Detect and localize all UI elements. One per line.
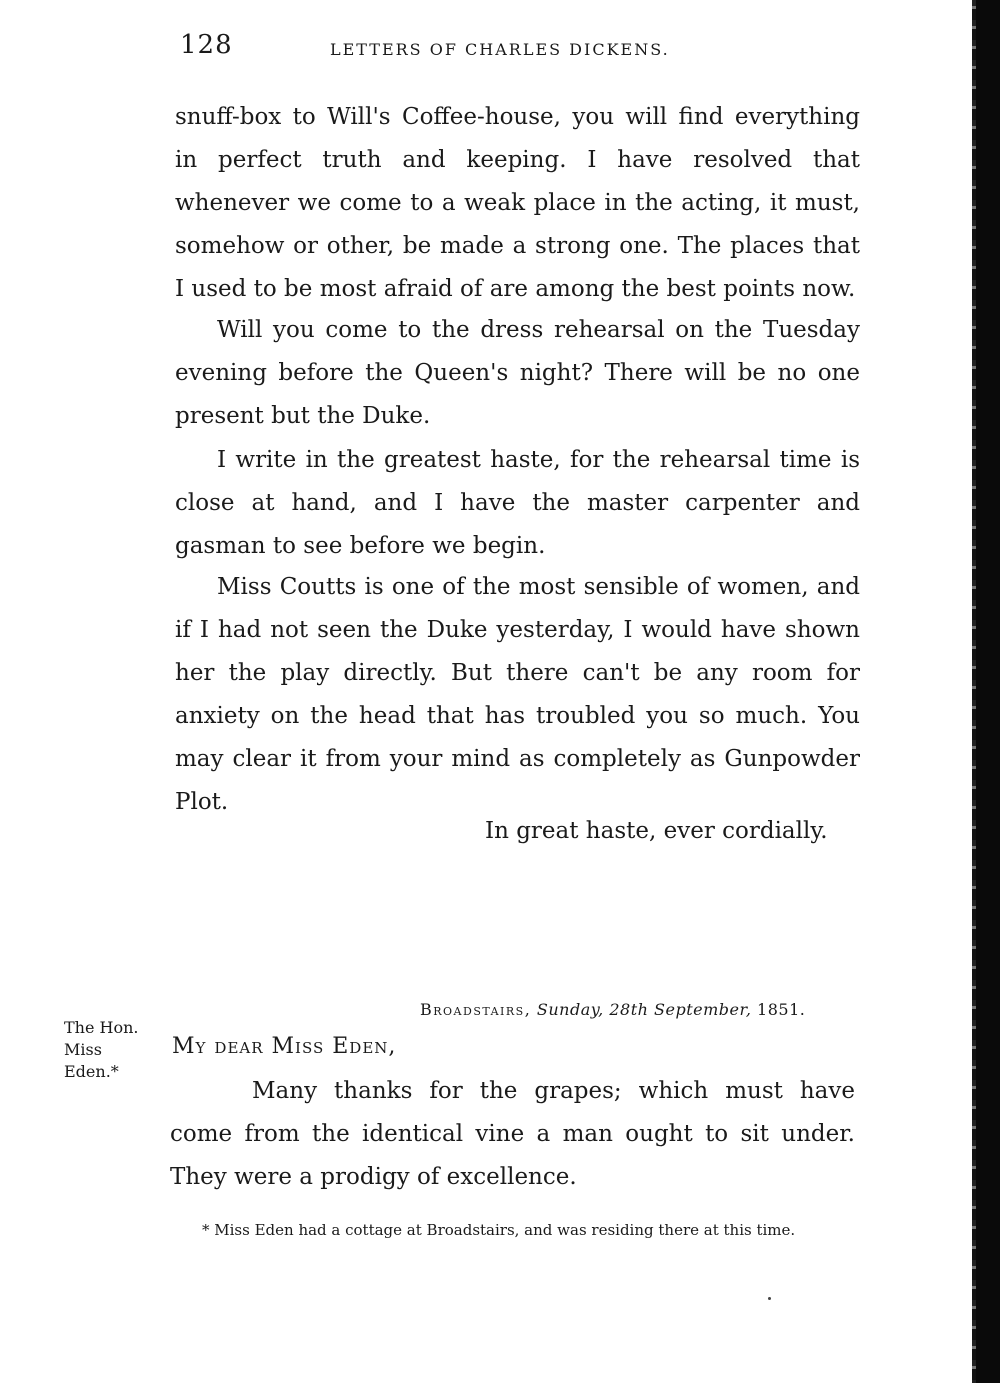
letter-closing: In great haste, ever cordially. (485, 818, 828, 844)
page-binding-edge (976, 0, 1000, 1383)
page-header (180, 30, 880, 70)
dateline-place: Broadstairs, (420, 1000, 532, 1019)
page-number: 128 (180, 30, 233, 60)
dateline-date: 28th September, (609, 1000, 752, 1019)
paragraph-text: I write in the greatest haste, for the rehearsal time is close at hand, and I have the master carpenter and gasman to see before we begin. (175, 447, 860, 559)
letter-paragraph-rehearsal (175, 309, 860, 438)
dateline-year: 1851. (757, 1000, 806, 1019)
side-note-line: Eden.* (64, 1062, 119, 1081)
letter-paragraph-grapes (170, 1070, 855, 1199)
dateline-day: Sunday, (536, 1000, 604, 1019)
print-speck (768, 1297, 771, 1300)
letter-salutation: My dear Miss Eden, (172, 1034, 397, 1059)
letter-paragraph-continued (175, 96, 860, 311)
footnote: * Miss Eden had a cottage at Broadstairs, and was residing there at this time. (202, 1221, 796, 1239)
letter-paragraph-haste (175, 439, 860, 568)
paragraph-text: Will you come to the dress rehearsal on the Tuesday evening before the Queen's night? There will be no one present but the Duke. (175, 317, 860, 429)
paragraph-text: snuff-box to Will's Coffee-house, you will find everything in perfect truth and keeping. I have resolved that whenever we come to a weak place in the acting, it must, somehow or other, be made a strong one. The places that I used to be most afraid of are among the best points now. (175, 104, 860, 302)
letter-dateline (420, 1000, 805, 1019)
running-title: LETTERS OF CHARLES DICKENS. (330, 40, 670, 59)
letter-paragraph-miss-coutts (175, 566, 860, 824)
side-note-line: The Hon. (64, 1018, 139, 1037)
paragraph-text: Many thanks for the grapes; which must have come from the identical vine a man ought to sit under. They were a prodigy of excellence. (170, 1078, 855, 1190)
recipient-side-note (64, 1017, 159, 1083)
side-note-line: Miss (64, 1040, 102, 1059)
paragraph-text: Miss Coutts is one of the most sensible of women, and if I had not seen the Duke yesterday, I would have shown her the play directly. But there can't be any room for anxiety on the head that has troubled you so much. You may clear it from your mind as completely as Gunpowder Plot. (175, 574, 860, 815)
